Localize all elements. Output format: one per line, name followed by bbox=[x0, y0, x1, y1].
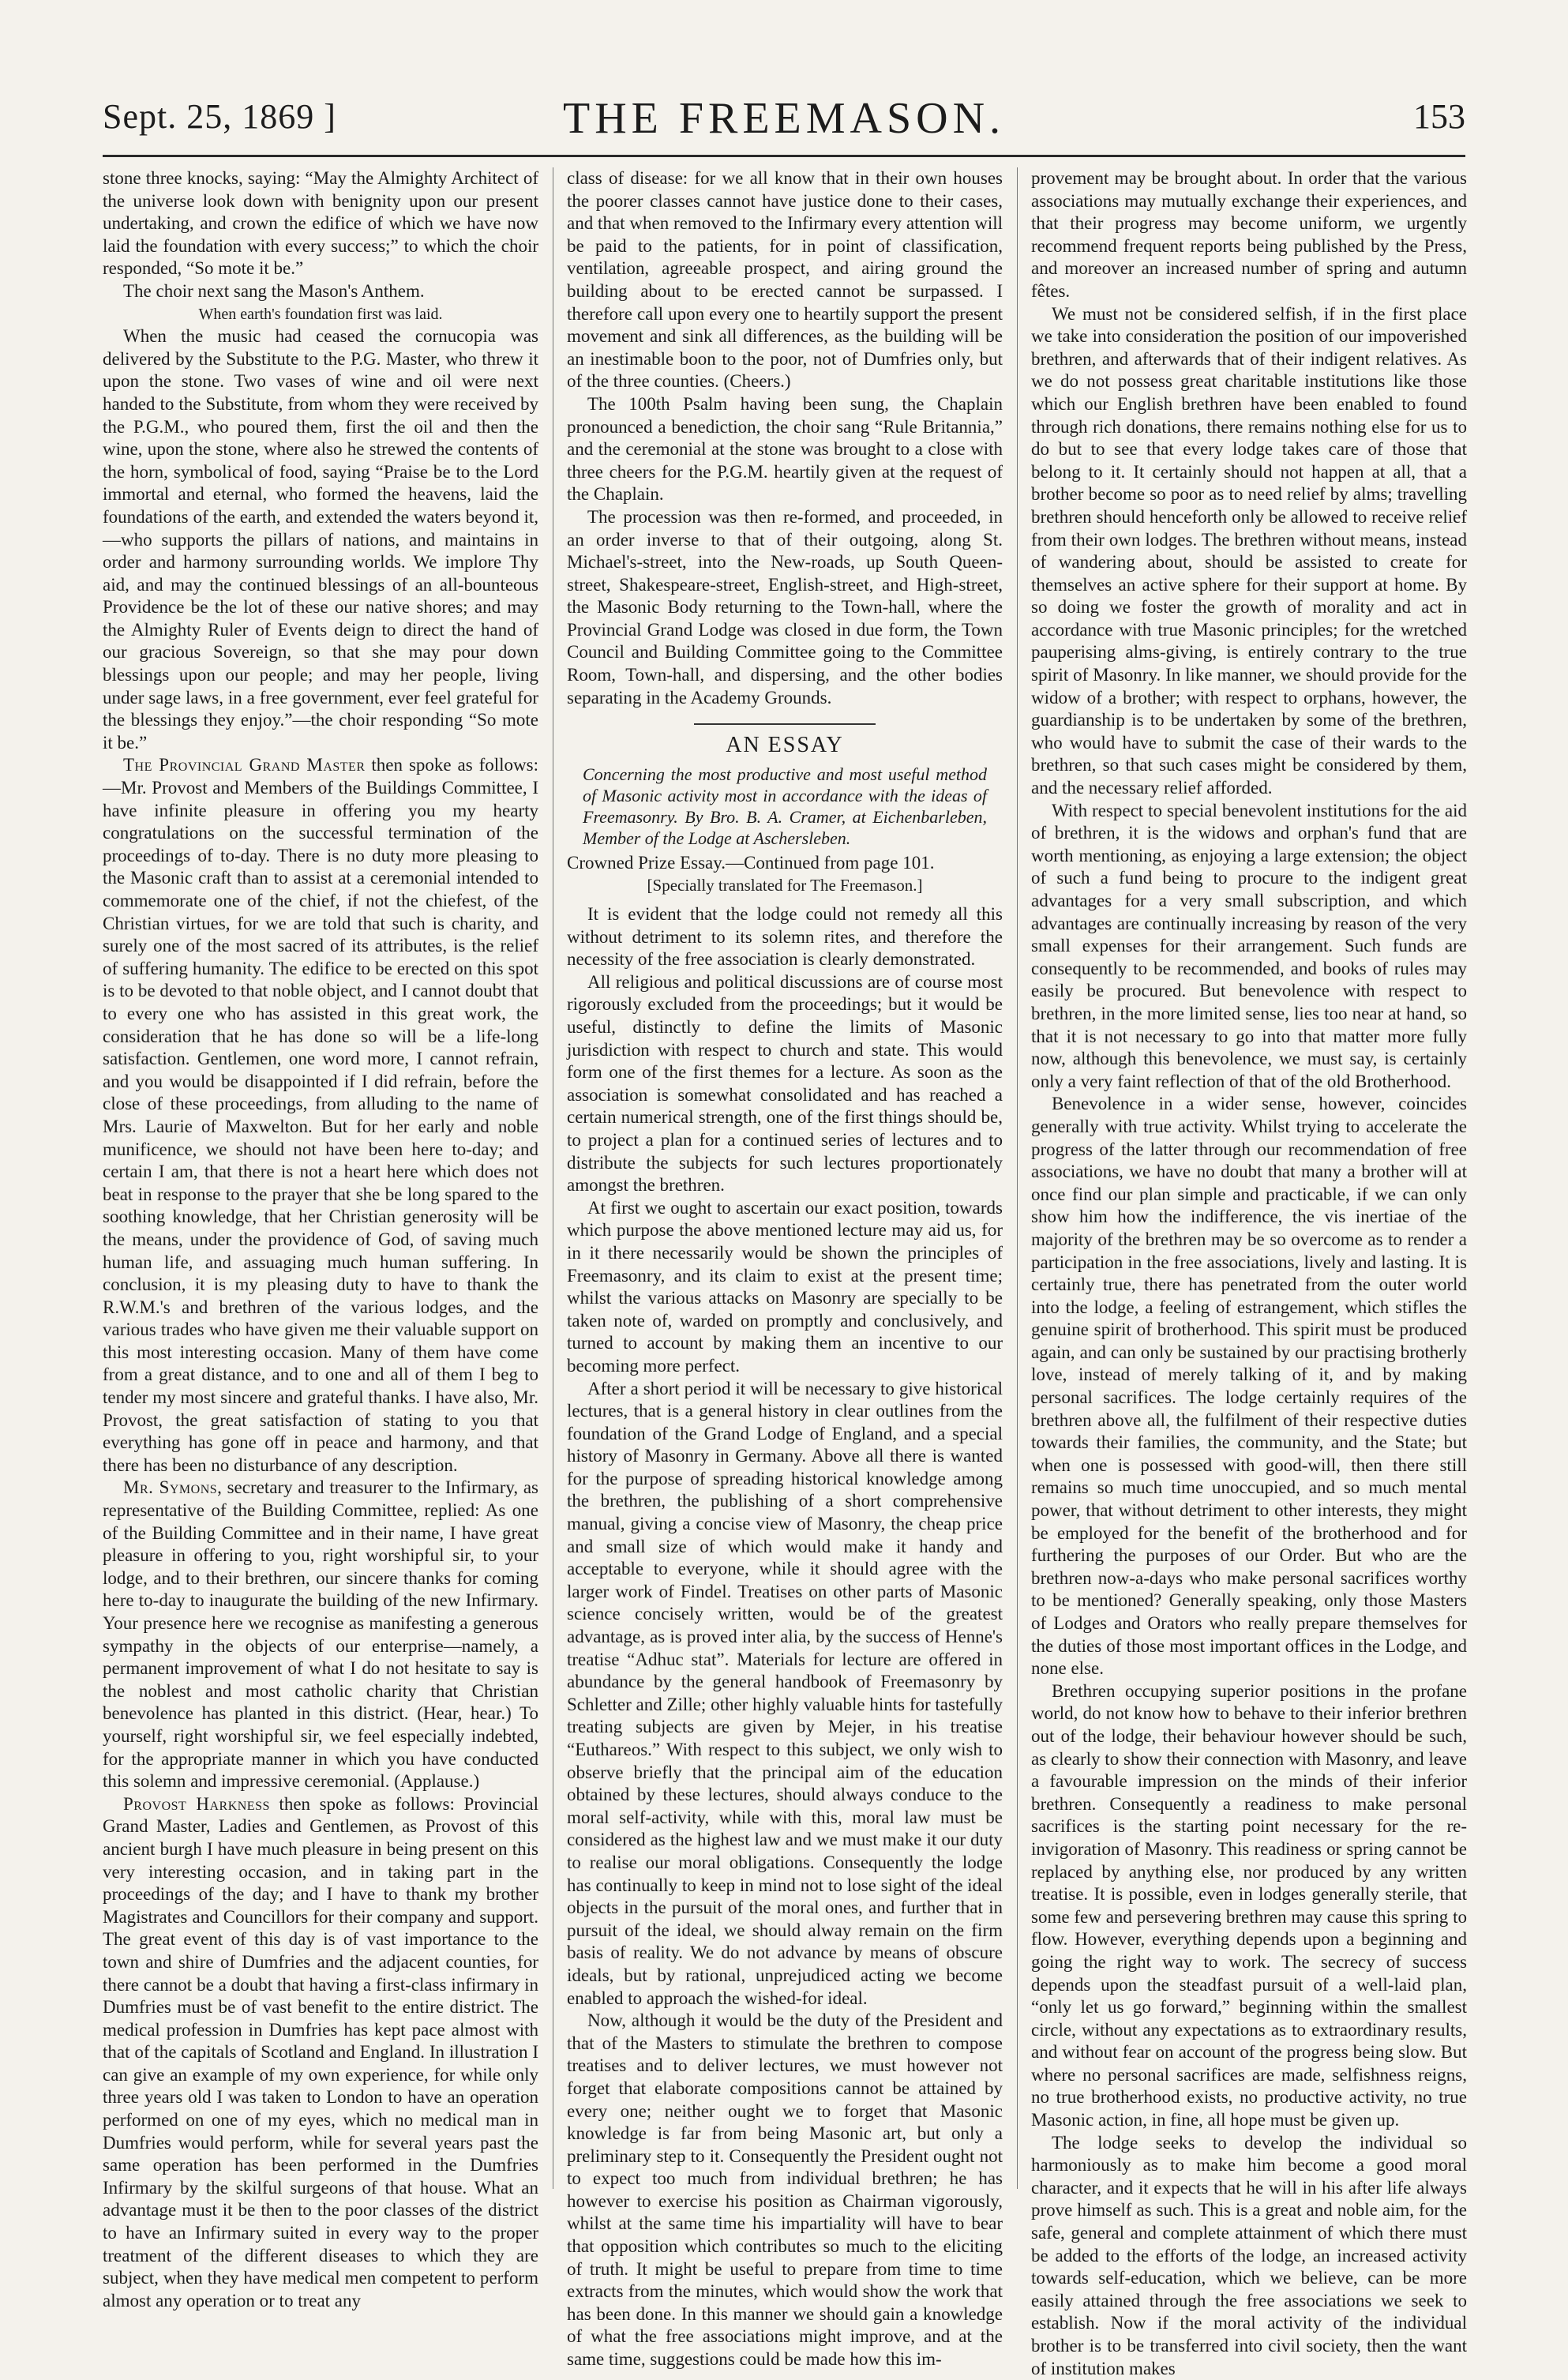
column-2 bbox=[567, 167, 1003, 2370]
paragraph: Benevolence in a wider sense, however, coincides generally with true activity. Whilst trying to accelerate the progress of the latter through our recommendation of free associations, we have no doubt that many a brother will at once find our plan simple and practicable, if we can only show him how the indifference, the vis inertiae of the majority of the brethren may be so overcome as to render a participation in the free associations, lively and lasting. It is certainly true, there has penetrated from the outer world into the lodge, a feeling of estrangement, which stifles the genuine spirit of brotherhood. This spirit must be produced again, and can only be sustained by our practising brotherly love, instead of merely talking of it, and by making personal sacrifices. The lodge certainly requires of the brethren above all, the fulfilment of their respective duties towards their families, the community, and the State; but when one is possessed with good-will, then there still remains so much time unoccupied, and so much mental power, that without detriment to other interests, they might be employed for the benefit of the brotherhood and for furthering the purposes of our Order. But who are the brethren now-a-days who make personal sacrifices worthy to be mentioned? Generally speaking, only those Masters of Lodges and Orators who really prepare themselves for the duties of those most important offices in the Lodge, and none else. bbox=[1031, 1094, 1467, 1679]
paragraph: With respect to special benevolent institutions for the aid of brethren, it is the widows and orphan's fund that are worth mentioning, as enjoying a large extension; the object of such a fund being to procure to the indigent great advantages for a very small subscription, and which advantages are continually increasing by reason of the very small expenses for their arrangement. Such funds are consequently to be recommended, and books of rules may easily be procured. But benevolence with respect to brethren, in the more limited sense, lies too near at hand, so that it is not necessary to go into that matter more fully now, although this benevolence, we must say, is certainly only a very faint reflection of that of the old Brotherhood. bbox=[1031, 800, 1467, 1091]
speaker-name: Mr. Symons bbox=[123, 1477, 218, 1498]
paragraph: provement may be brought about. In order that the various associations may mutually exchange their experiences, and that their progress may become uniform, we urgently recommend frequent reports being published by the Press, and moreover an increased number of spring and autumn fêtes. bbox=[1031, 168, 1467, 301]
paragraph bbox=[103, 1477, 538, 1793]
paragraph: The 100th Psalm having been sung, the Chaplain pronounced a benediction, the choir sang “Rule Britannia,” and the ceremonial at the stone was brought to a close with three cheers for the P.G.M. heartily given at the request of the Chaplain. bbox=[567, 393, 1003, 505]
paragraph: We must not be considered selfish, if in the first place we take into consideration the position of our impoverished brethren, and afterwards that of their indigent relatives. As we do not possess great charitable institutions like those which our English brethren have been enabled to found through rich donations, there remains nothing else for us to do but to see that every lodge takes care of those that belong to it. It certainly should not happen at all, that a brother become so poor as to need relief by alms; travelling brethren should henceforth only be allowed to receive relief from their own lodges. The brethren without means, instead of wandering about, should be assisted to create for themselves an active sphere for their support at home. By so doing we foster the growth of morality and act in accordance with true Masonic principles; for the wretched pauperising alms-giving, is entirely contrary to the true spirit of Masonry. In like manner, we should provide for the widow of a brother; with respect to orphans, however, the guardianship is to be undertaken by some of the brethren, who would have to submit the case of their wards to the brethren, so that such cases might be considered by them, and the necessary relief afforded. bbox=[1031, 303, 1467, 798]
masthead-rule bbox=[103, 155, 1465, 157]
paragraph: The lodge seeks to develop the individual so harmoniously as to make him become a good moral character, and it expects that he will in his after life always prove himself as such. This is a great and noble aim, for the safe, general and complete attainment of which there must be added to the efforts of the lodge, an increased activity towards self-education, which we believe, can be more easily attained through the free associations we seek to establish. Now if the moral activity of the individual brother is to be transferred into civil society, then the want of institution makes bbox=[1031, 2132, 1467, 2378]
essay-prize-line: Crowned Prize Essay.—Continued from page 101. bbox=[567, 852, 935, 873]
paragraph: Brethren occupying superior positions in the profane world, do not know how to behave to their inferior brethren out of the lodge, their behaviour however should be such, as clearly to show their connection with Masonry, and leave a favourable impression on the minds of their inferior brethren. Consequently a readiness to make personal sacrifices is the starting point necessary for the re-invigoration of Masonry. This readiness or spring cannot be replaced by anything else, nor produced by any written treatise. It is possible, even in lodges generally sterile, that some few and persevering brethren may cause this spring to flow. However, everything depends upon a beginning and going the right way to work. The secrecy of success depends upon the steadfast pursuit of a well-laid plan, “only let us go forward,” beginning within the smallest circle, without any expectations as to extraordinary results, and without fear on account of the progress being slow. But where no personal sacrifices are made, selfishness reigns, no true brotherhood exists, no productive activity, no true Masonic action, in fine, all hope must be given up. bbox=[1031, 1680, 1467, 2130]
newspaper-title: THE FREEMASON. bbox=[562, 94, 1006, 143]
paragraph: When the music had ceased the cornucopia was delivered by the Substitute to the P.G. Master, who threw it upon the stone. Two vases of wine and oil were next handed to the Substitute, from whom they were received by the P.G.M., who poured them, first the oil and then the wine, upon the stone, where also he strewed the contents of the horn, symbolical of food, saying “Praise be to the Lord immortal and eternal, who formed the heavens, laid the foundations of the earth, and extended the waters beyond it,—who supports the pillars of nations, and maintains in order and harmony surrounding worlds. We implore Thy aid, and may the continued blessings of an all-bounteous Providence be the lot of these our native shores; and may the Almighty Ruler of Events deign to direct the hand of our gracious Sovereign, so that she may pour down blessings upon our people; and may her people, living under sage laws, in a free government, ever feel grateful for the blessings they enjoy.”—the choir responding “So mote it be.” bbox=[103, 326, 538, 753]
paragraph bbox=[103, 754, 538, 1477]
paragraph: It is evident that the lodge could not remedy all this without detriment to its solemn rites, and therefore the necessity of the free association is clearly demonstrated. bbox=[567, 904, 1003, 970]
speech-text: then spoke as follows:—Mr. Provost and Members of the Buildings Committee, I have infinite pleasure in offering you my hearty congratulations on the successful termination of the proceedings of to-day. There is no duty more pleasing to the Masonic craft than to assist at a ceremonial intended to commemorate one of the chief, if not the chiefest, of the Christian virtues, for we are told that such is charity, and surely one of the most sacred of its attributes, is the relief of suffering humanity. The edifice to be erected on this spot is to be devoted to that noble object, and I cannot doubt that to every one who has assisted in this great work, the consideration that he has done so will be a life-long satisfaction. Gentlemen, one word more, I cannot refrain, and you would be disappointed if I did refrain, before the close of these proceedings, from alluding to the name of Mrs. Laurie of Maxwelton. But for her early and noble munificence, we should not have been here to-day; and certain I am, that there is not a heart here which does not beat in response to the prayer that she be long spared to the soothing knowledge, that her Christian generosity will be the means, under the providence of God, of saving much human life, and assuaging much human suffering. In conclusion, it is my pleasing duty to have to thank the R.W.M.'s and brethren of the various lodges, and the various trades who have given me their valuable support on this most interesting occasion. Many of them have come from a great distance, and to one and all of them I beg to tender my most sincere and grateful thanks. I have also, Mr. Provost, the great satisfaction of stating to you that everything has gone off in peace and harmony, and that there has been no disturbance of any description. bbox=[103, 755, 538, 1475]
anthem-verse: When earth's foundation first was laid. bbox=[198, 305, 443, 323]
paragraph: At first we ought to ascertain our exact position, towards which purpose the above mentioned lecture may aid us, for in it there necessarily would be shown the principles of Freemasonry, and its claim to exist at the present time; whilst the various attacks on Masonry are specially to be taken note of, warded on promptly and conclusively, and turned to account by making them an incentive to our becoming more perfect. bbox=[567, 1197, 1003, 1376]
speech-text: then spoke as follows: Provincial Grand Master, Ladies and Gentlemen, as Provost of this ancient burgh I have much pleasure in being present on this very interesting occasion, and in taking part in the proceedings of the day; and I have to thank my brother Magistrates and Councillors for their company and support. The great event of this day is of vast importance to the town and shire of Dumfries and the adjacent counties, for there cannot be a doubt that having a first-class infirmary in Dumfries must be of vast benefit to the entire district. The medical profession in Dumfries has kept pace almost with that of the capitals of Scotland and England. In illustration I can give an example of my own experience, for while only three years old I was taken to London to have an operation performed on one of my eyes, which no medical man in Dumfries would perform, while for several years past the same operation has been performed in the Dumfries Infirmary by the skilful surgeons of that house. What an advantage must it be then to the poor classes of the district to have an Infirmary suited in every way to the proper treatment of the different diseases to which they are subject, when they have medical men competent to perform almost any operation or to treat any bbox=[103, 1793, 538, 2311]
column-1 bbox=[103, 167, 538, 2311]
translation-note: [Specially translated for The Freemason.] bbox=[647, 876, 923, 895]
column-divider bbox=[1017, 167, 1018, 2189]
paragraph: All religious and political discussions are of course most rigorously excluded from the proceedings; but it would be useful, distinctly to define the limits of Masonic jurisdiction with respect to church and state. This would form one of the first themes for a lecture. As soon as the association is somewhat consolidated and has reached a certain numerical strength, one of the first things should be, to project a plan for a continued series of lectures and to distribute the subjects for such lectures proportionately amongst the brethren. bbox=[567, 971, 1003, 1196]
essay-subtitle: Concerning the most productive and most useful method of Masonic activity most in accordance with the ideas of Freemasonry. By Bro. B. A. Cramer, at Eichenbarleben, Member of the Lodge at Aschersleben. bbox=[583, 764, 987, 848]
issue-date: Sept. 25, 1869 ] bbox=[103, 97, 336, 136]
essay-title: AN ESSAY bbox=[726, 733, 844, 758]
speaker-name: Provost Harkness bbox=[123, 1793, 270, 1814]
paragraph: After a short period it will be necessary to give historical lectures, that is a general history in clear outlines from the foundation of the Grand Lodge of England, and a special history of Masonry in Germany. Above all there is wanted for the purpose of spreading historical knowledge among the brethren, the publishing of a short comprehensive manual, giving a concise view of Masonry, the cheap price and small size of which would make it handy and acceptable to everyone, while it should agree with the larger work of Findel. Treatises on other parts of Masonic science concisely written, would be of the greatest advantage, as is proved inter alia, by the success of Henne's treatise “Adhuc stat”. Materials for lecture are offered in abundance by the general handbook of Freemasonry by Schletter and Zille; other highly valuable hints for tastefully treating subjects are given by Mejer, in his treatise “Euthareos.” With respect to this subject, we only wish to observe briefly that the principal aim of the education obtained by these lectures, should always conduce to the moral self-activity, while with this, moral law must be considered as the highest law and we must make it our duty to realise our moral obligations. Consequently the lodge has continually to keep in mind not to lose sight of the ideal objects in the pursuit of the moral ones, and further that in pursuit of the ideal, we should alway remain on the firm basis of reality. We do not advance by means of obscure ideals, but by rational, unprejudiced acting we become enabled to approach the wished-for ideal. bbox=[567, 1378, 1003, 2008]
speech-text: , secretary and treasurer to the Infirmary, as representative of the Building Committee, replied: As one of the Building Committee and in their name, I have great pleasure in offering to you, right worshipful sir, to your lodge, and to their brethren, our sincere thanks for coming here to-day to inaugurate the building of the new Infirmary. Your presence here we recognise as manifesting a generous sympathy in the objects of our enterprise—namely, a permanent improvement of what I do not hesitate to say is the noblest and most catholic charity that Christian benevolence has planted in this district. (Hear, hear.) To yourself, right worshipful sir, we feel especially indebted, for the appropriate manner in which you have conducted this solemn and impressive ceremonial. (Applause.) bbox=[103, 1477, 538, 1792]
masthead bbox=[103, 93, 1465, 141]
paragraph bbox=[103, 1793, 538, 2313]
paragraph: The procession was then re-formed, and proceeded, in an order inverse to that of their outgoing, along St. Michael's-street, into the New-roads, up South Queen-street, Shakespeare-street, English-street, and High-street, the Masonic Body returning to the Town-hall, where the Provincial Grand Lodge was closed in due form, the Town Council and Building Committee going to the Committee Room, Town-hall, and dispersing, and the other bodies separating in the Academy Grounds. bbox=[567, 506, 1003, 708]
page-number: 153 bbox=[1413, 97, 1465, 136]
speaker-name: The Provincial Grand Master bbox=[123, 755, 366, 775]
paragraph: class of disease: for we all know that in their own houses the poorer classes cannot have justice done to their cases, and that when removed to the Infirmary every attention will be paid to the patients, for in point of classification, ventilation, agreeable prospect, and airing ground the building about to be erected cannot be surpassed. I therefore call upon every one to heartily support the present movement and sink all differences, as the building will be an inestimable boon to the poor, not of Dumfries only, but of the three counties. (Cheers.) bbox=[567, 168, 1003, 392]
paragraph: Now, although it would be the duty of the President and that of the Masters to stimulate the brethren to compose treatises and to deliver lectures, we must however not forget that elaborate compositions cannot be attained by every one; neither ought we to forget that Masonic knowledge is far from being Masonic art, but only a preliminary step to it. Consequently the President ought not to expect too much from individual brethren; he has however to exercise his position as Chairman vigorously, whilst at the same time his impartiality will have to bear that opposition which contributes so much to the eliciting of truth. It might be useful to prepare from time to time extracts from the minutes, which would show the work that has been done. In this manner we should gain a knowledge of what the free associations might improve, and at the same time, suggestions could be made how this im- bbox=[567, 2010, 1003, 2370]
paragraph: The choir next sang the Mason's Anthem. bbox=[123, 280, 425, 301]
paragraph: stone three knocks, saying: “May the Almighty Architect of the universe look down with benignity upon our present undertaking, and crown the edifice of which we have now laid the foundation with every success;” to which the choir responded, “So mote it be.” bbox=[103, 168, 538, 279]
section-rule bbox=[694, 723, 876, 725]
column-3 bbox=[1031, 167, 1467, 2378]
